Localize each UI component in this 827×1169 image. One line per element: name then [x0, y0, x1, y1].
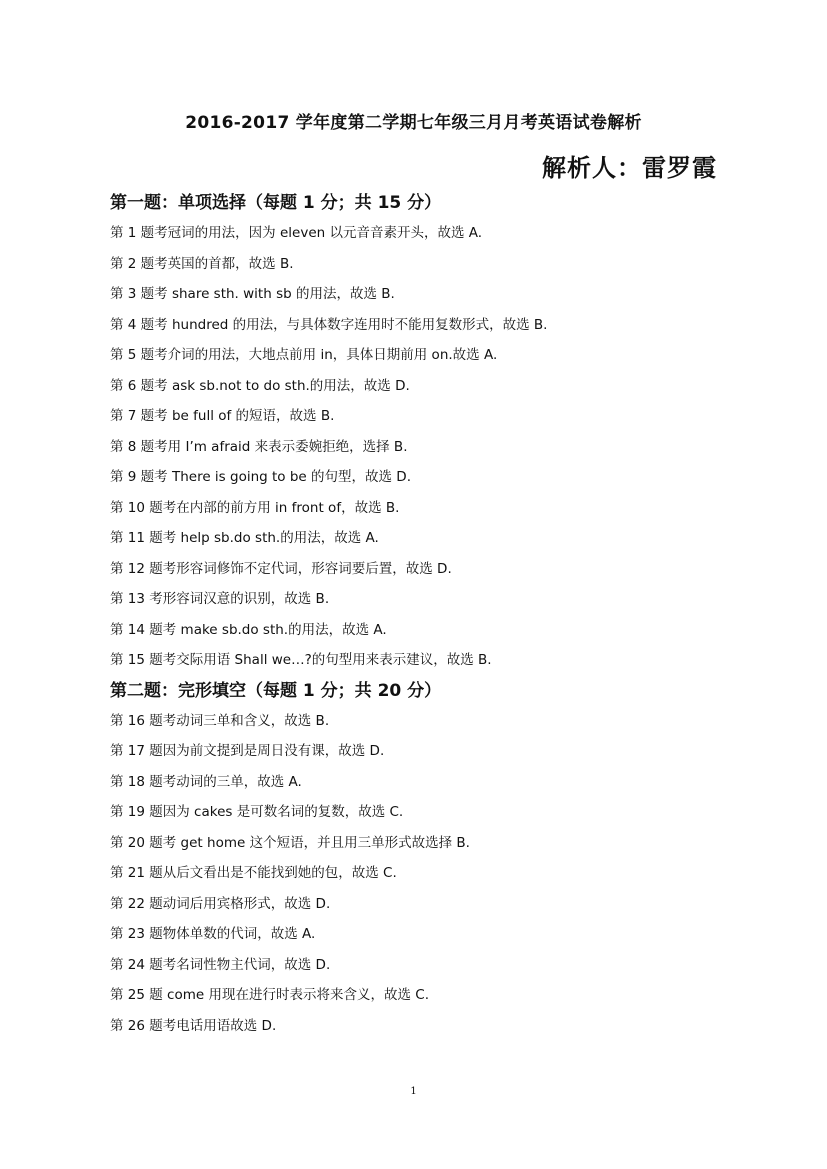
answer-item: 第 19 题因为 cakes 是可数名词的复数，故选 C.	[110, 804, 404, 820]
answer-item: 第 8 题考用 I’m afraid 来表示委婉拒绝，选择 B.	[110, 438, 408, 455]
answer-item: 第 20 题考 get home 这个短语，并且用三单形式故选择 B.	[110, 834, 470, 851]
answer-item: 第 10 题考在内部的前方用 in front of，故选 B.	[110, 499, 400, 516]
author-line: 解析人：雷罗霞	[542, 154, 717, 182]
page-number: 1	[410, 1086, 417, 1097]
answer-item: 第 15 题考交际用语 Shall we…?的句型用来表示建议，故选 B.	[110, 652, 492, 668]
answer-item: 第 13 考形容词汉意的识别，故选 B.	[110, 591, 330, 607]
answer-item: 第 14 题考 make sb.do sth.的用法，故选 A.	[110, 621, 387, 638]
answer-item: 第 5 题考介词的用法，大地点前用 in，具体日期前用 on.故选 A.	[110, 347, 498, 363]
answer-item: 第 2 题考英国的首都，故选 B.	[110, 255, 294, 272]
answer-item: 第 6 题考 ask sb.not to do sth.的用法，故选 D.	[110, 377, 410, 394]
answer-item: 第 26 题考电话用语故选 D.	[110, 1017, 277, 1034]
answer-item: 第 18 题考动词的三单，故选 A.	[110, 773, 302, 790]
answer-item: 第 3 题考 share sth. with sb 的用法，故选 B.	[110, 286, 395, 302]
answer-item: 第 12 题考形容词修饰不定代词，形容词要后置，故选 D.	[110, 560, 452, 577]
answer-item: 第 11 题考 help sb.do sth.的用法，故选 A.	[110, 530, 379, 546]
answer-item: 第 23 题物体单数的代词，故选 A.	[110, 926, 316, 942]
answer-item: 第 22 题动词后用宾格形式，故选 D.	[110, 895, 331, 912]
answer-item: 第 16 题考动词三单和含义，故选 B.	[110, 712, 330, 729]
section-heading-single-choice: 第一题：单项选择（每题 1 分；共 15 分）	[110, 193, 442, 213]
answer-item: 第 17 题因为前文提到是周日没有课，故选 D.	[110, 743, 385, 759]
answer-item: 第 24 题考名词性物主代词，故选 D.	[110, 956, 331, 973]
answer-item: 第 7 题考 be full of 的短语，故选 B.	[110, 408, 335, 424]
page-title: 2016-2017 学年度第二学期七年级三月月考英语试卷解析	[185, 113, 642, 133]
answer-item: 第 4 题考 hundred 的用法，与具体数字连用时不能用复数形式，故选 B.	[110, 316, 548, 333]
section-heading-cloze: 第二题：完形填空（每题 1 分；共 20 分）	[110, 680, 442, 701]
document-body	[110, 188, 720, 1041]
answer-item: 第 9 题考 There is going to be 的句型，故选 D.	[110, 469, 411, 485]
answer-item: 第 1 题考冠词的用法，因为 eleven 以元音音素开头，故选 A.	[110, 225, 483, 241]
answer-item: 第 25 题 come 用现在进行时表示将来含义，故选 C.	[110, 987, 429, 1003]
answer-item: 第 21 题从后文看出是不能找到她的包，故选 C.	[110, 865, 397, 881]
